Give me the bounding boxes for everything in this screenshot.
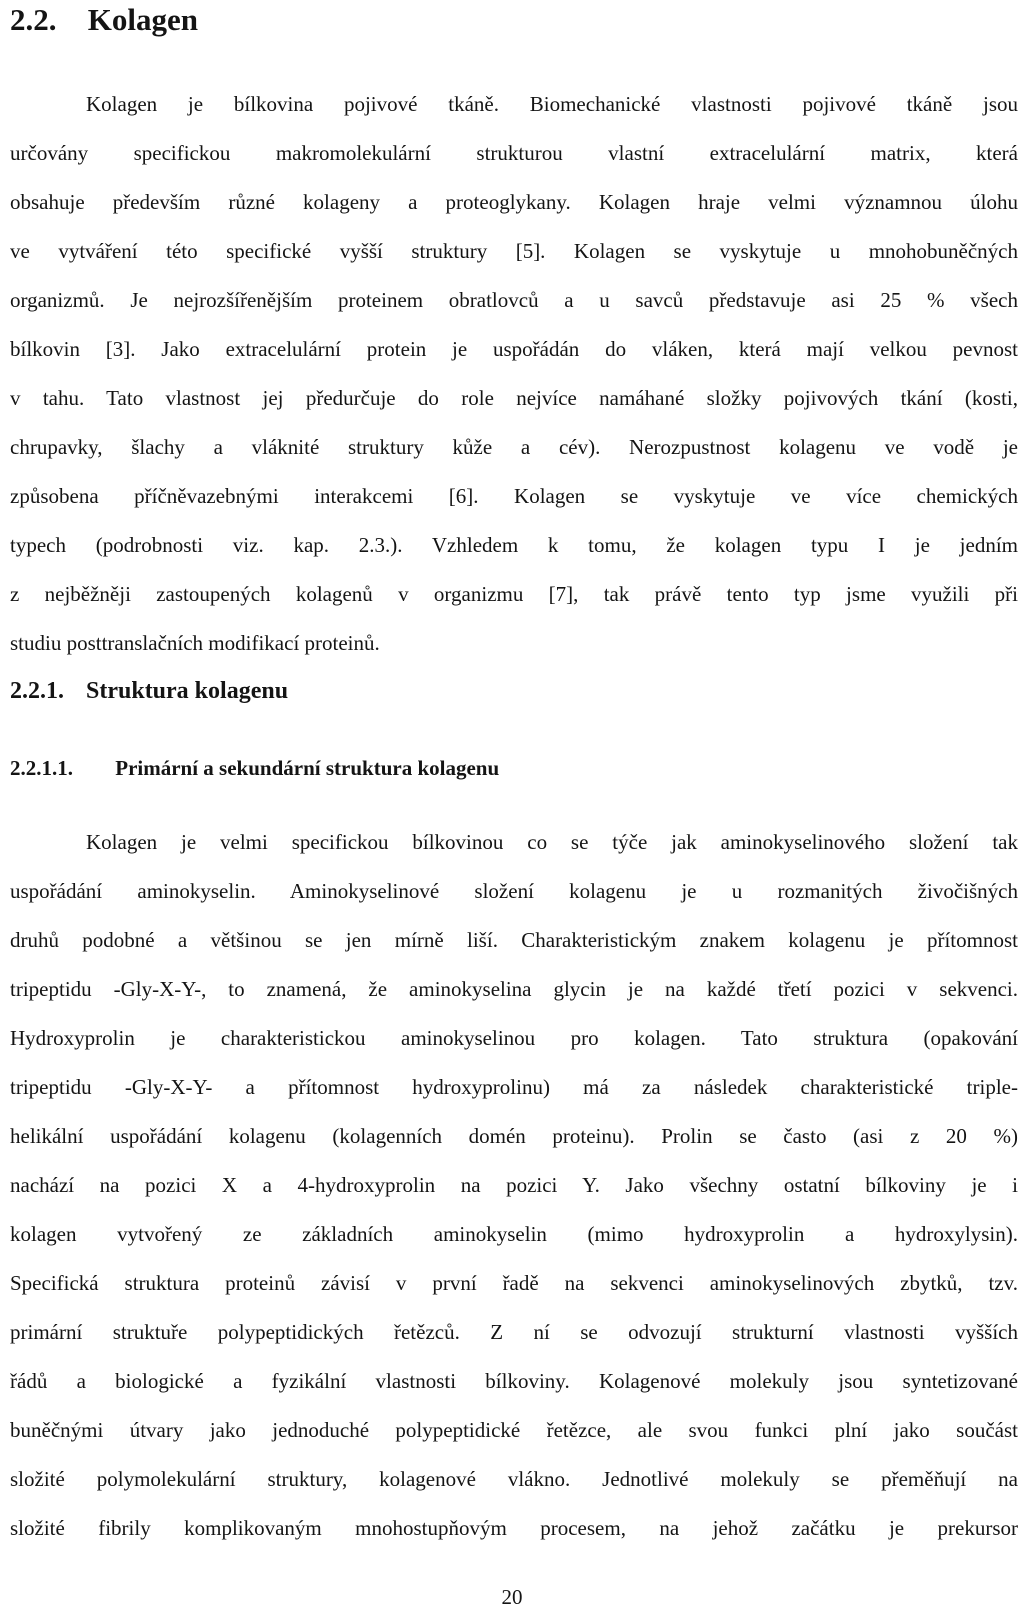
text-line: nachází na pozici X a 4-hydroxyprolin na pozici Y. Jako všechny ostatní bílkoviny je i [10,1173,1018,1197]
text-line: chrupavky, šlachy a vláknité struktury kůže a cév). Nerozpustnost kolagenu ve vodě je [10,435,1018,459]
subsection-number: 2.2.1.1. [10,756,73,780]
text-line: v tahu. Tato vlastnost jej předurčuje do role nejvíce namáhané složky pojivových tkání (kosti, [10,386,1018,410]
text-line: obsahuje především různé kolageny a proteoglykany. Kolagen hraje velmi významnou úlohu [10,190,1018,214]
section-title: Struktura kolagenu [86,678,289,704]
chapter-number: 2.2. [10,2,57,37]
text-line: Hydroxyprolin je charakteristickou aminokyselinou pro kolagen. Tato struktura (opakování [10,1026,1018,1050]
text-line: určovány specifickou makromolekulární strukturou vlastní extracelulární matrix, která [10,141,1018,165]
text-line: helikální uspořádání kolagenu (kolagenních domén proteinu). Prolin se často (asi z 20 %) [10,1124,1018,1148]
text-line: primární struktuře polypeptidických řetězců. Z ní se odvozují strukturní vlastnosti vyšších [10,1320,1018,1344]
subsection-title: Primární a sekundární struktura kolagenu [115,756,500,780]
page-number: 20 [501,1585,523,1609]
text-line: Kolagen je velmi specifickou bílkovinou co se týče jak aminokyselinového složení tak [86,830,1018,854]
subsection-heading [10,754,499,782]
text-line: druhů podobné a většinou se jen mírně liší. Charakteristickým znakem kolagenu je přítomnost [10,928,1018,952]
text-line: uspořádání aminokyselin. Aminokyselinové složení kolagenu je u rozmanitých živočišných [10,879,1018,903]
paragraph-intro [10,80,1018,668]
text-line: organizmů. Je nejrozšířenějším proteinem obratlovců a u savců představuje asi 25 % všech [10,288,1018,312]
paragraph-structure [10,818,1018,1553]
text-line: bílkovin [3]. Jako extracelulární protein je uspořádán do vláken, která mají velkou pevnost [10,337,1018,361]
text-line: kolagen vytvořený ze základních aminokyselin (mimo hydroxyprolin a hydroxylysin). [10,1222,1018,1246]
text-line: řádů a biologické a fyzikální vlastnosti bílkoviny. Kolagenové molekuly jsou syntetizované [10,1369,1018,1393]
text-line: tripeptidu -Gly-X-Y- a přítomnost hydroxyprolinu) má za následek charakteristické triple- [10,1075,1018,1099]
text-line: z nejběžněji zastoupených kolagenů v organizmu [7], tak právě tento typ jsme využili při [10,582,1018,606]
text-line: studiu posttranslačních modifikací proteinů. [10,631,380,655]
text-line: ve vytváření této specifické vyšší struktury [5]. Kolagen se vyskytuje u mnohobuněčných [10,239,1018,263]
text-line: buněčnými útvary jako jednoduché polypeptidické řetězce, ale svou funkci plní jako součást [10,1418,1018,1442]
text-line: složité polymolekulární struktury, kolagenové vlákno. Jednotlivé molekuly se přeměňují na [10,1467,1018,1491]
section-number: 2.2.1. [10,678,64,704]
text-line: způsobena příčněvazebnými interakcemi [6]. Kolagen se vyskytuje ve více chemických [10,484,1018,508]
text-line: typech (podrobnosti viz. kap. 2.3.). Vzhledem k tomu, že kolagen typu I je jedním [10,533,1018,557]
text-line: Specifická struktura proteinů závisí v první řadě na sekvenci aminokyselinových zbytků, tzv. [10,1271,1018,1295]
chapter-title: Kolagen [87,2,198,37]
chapter-heading [10,0,198,40]
text-line: tripeptidu -Gly-X-Y-, to znamená, že aminokyselina glycin je na každé třetí pozici v sekvenci. [10,977,1018,1001]
section-heading [10,676,288,706]
text-line: Kolagen je bílkovina pojivové tkáně. Biomechanické vlastnosti pojivové tkáně jsou [86,92,1018,116]
text-line: složité fibrily komplikovaným mnohostupňovým procesem, na jehož začátku je prekursor [10,1516,1018,1540]
